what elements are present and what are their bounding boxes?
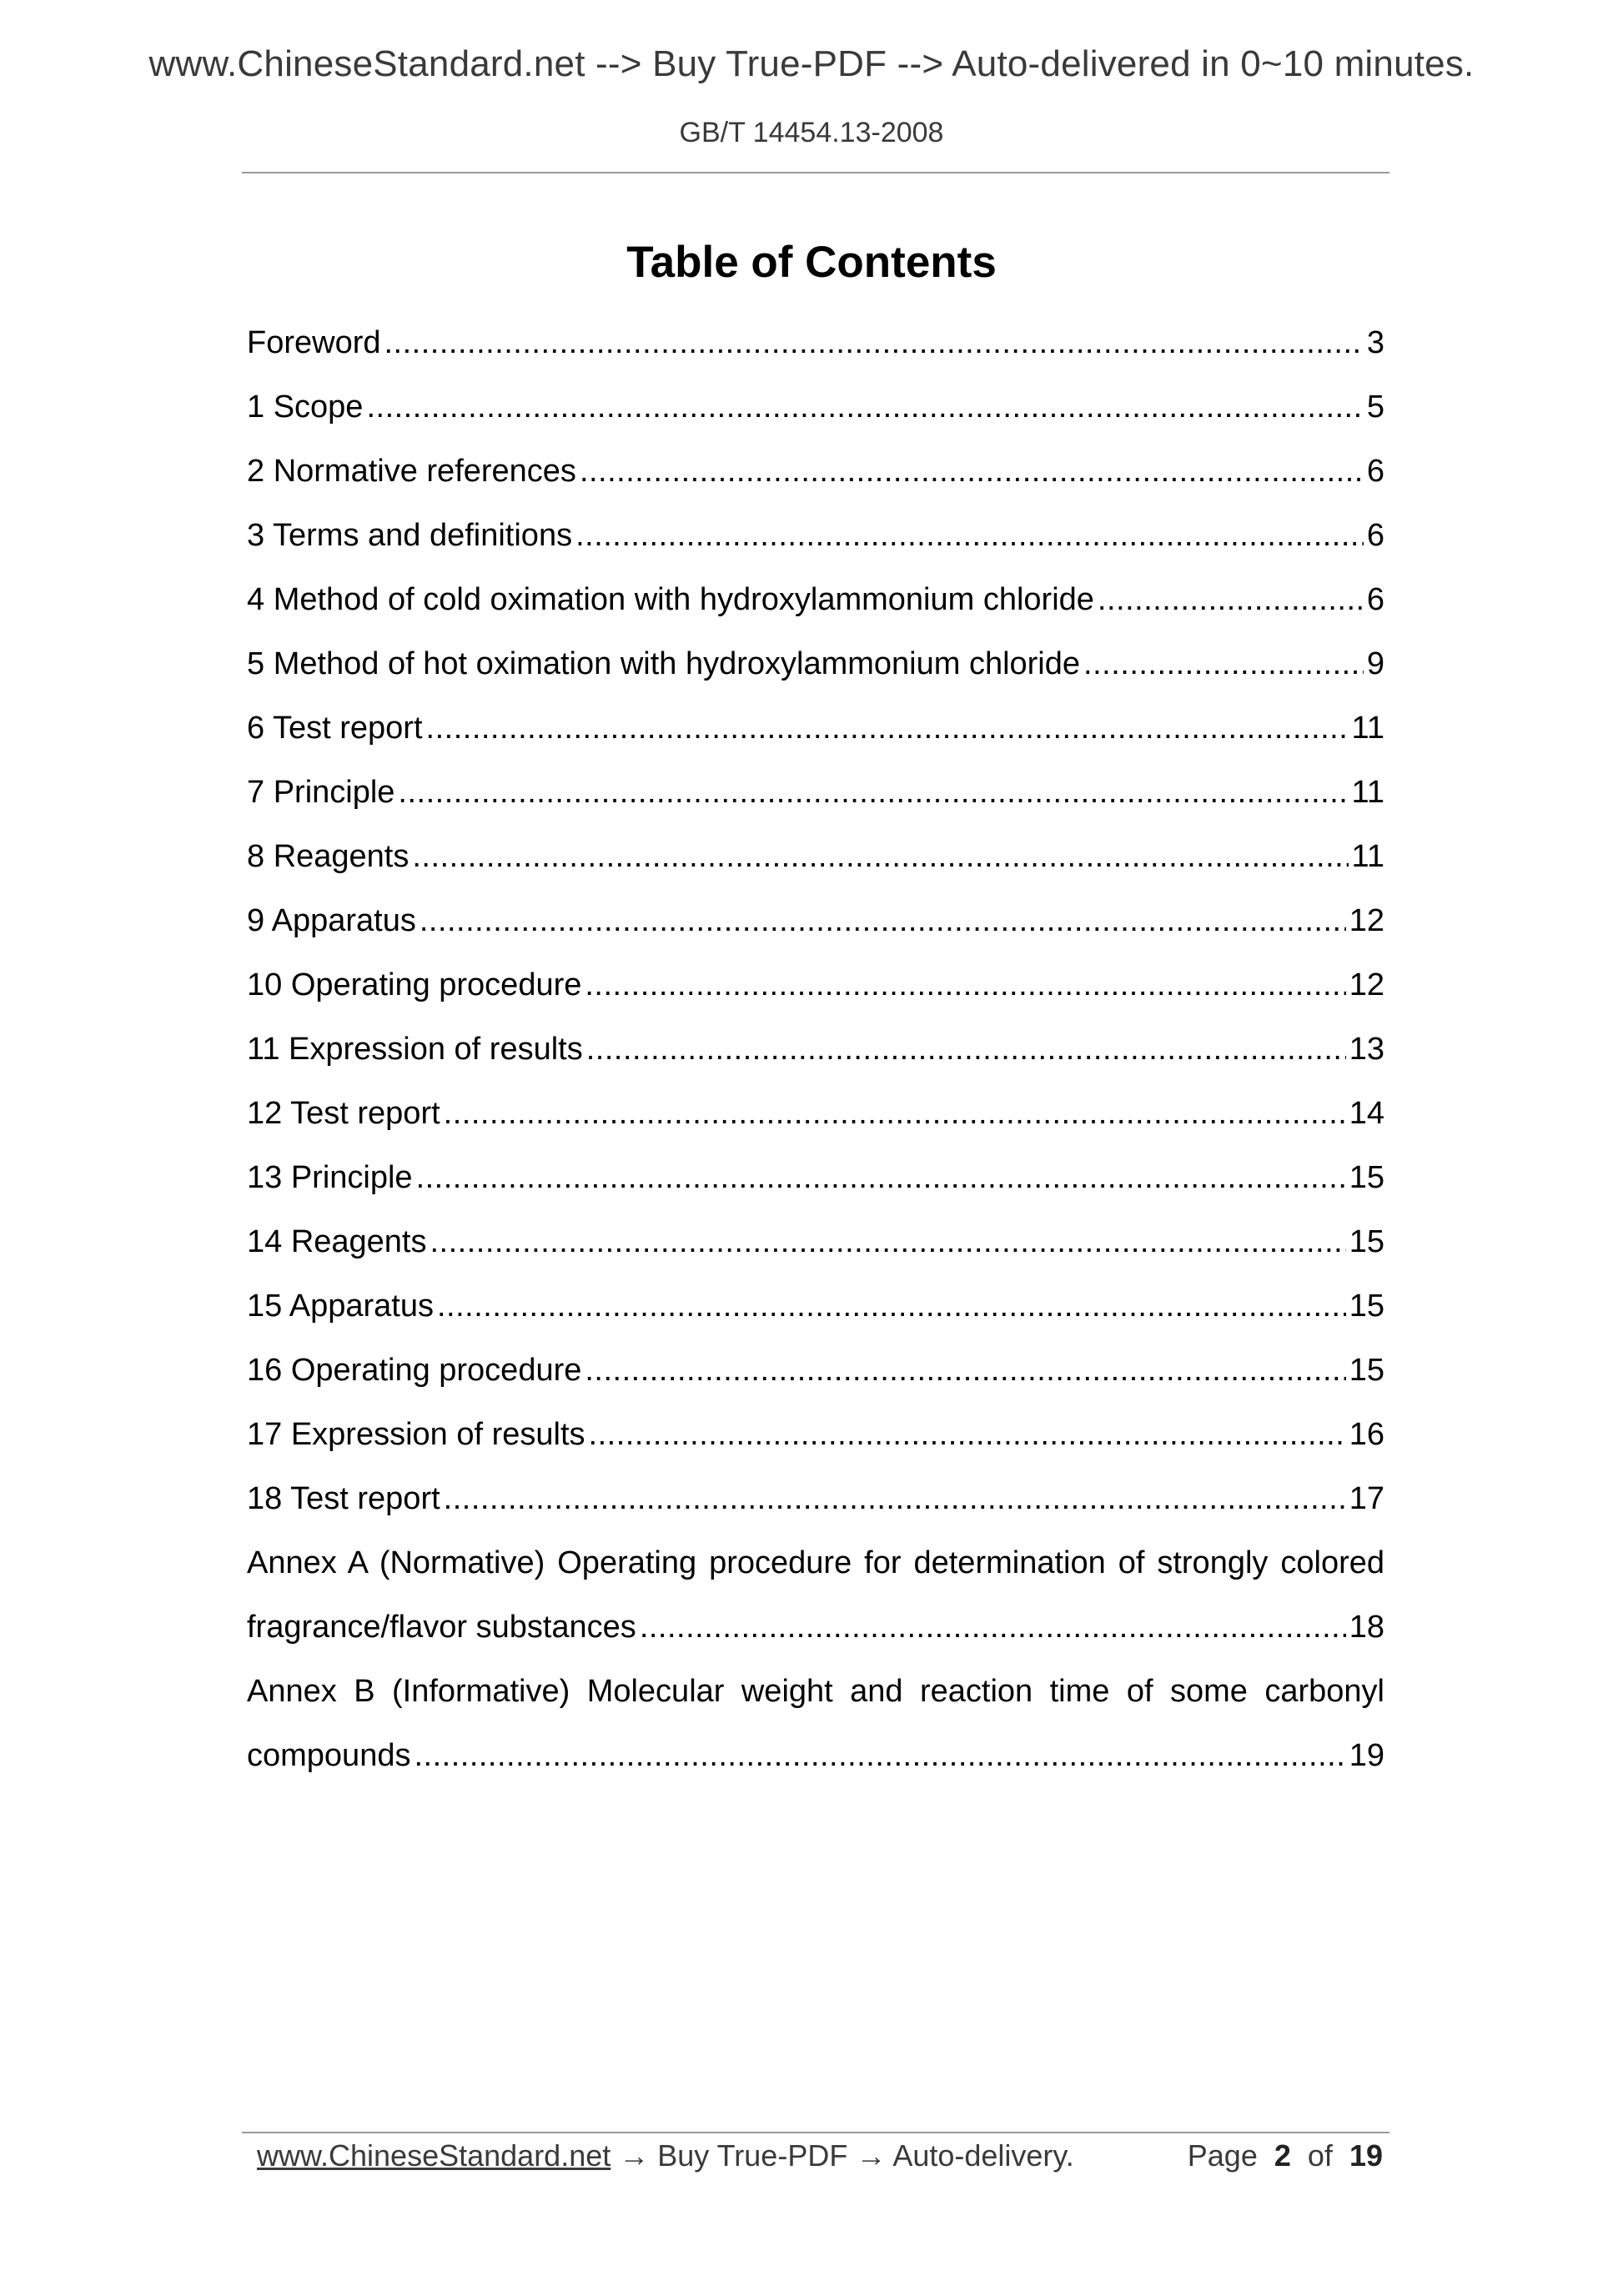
footer-text: → Buy True-PDF → Auto-delivery. bbox=[611, 2138, 1074, 2173]
toc-entry[interactable] bbox=[247, 1280, 1384, 1344]
table-of-contents bbox=[247, 317, 1384, 1794]
header-divider bbox=[242, 172, 1389, 173]
top-banner: www.ChineseStandard.net --> Buy True-PDF --> Auto-delivered in 0~10 minutes. bbox=[148, 43, 1475, 84]
toc-entry[interactable] bbox=[247, 1088, 1384, 1152]
toc-entry-label: Foreword bbox=[247, 325, 381, 360]
toc-entry-label: 10 Operating procedure bbox=[247, 967, 582, 1002]
toc-entry-label: 2 Normative references bbox=[247, 454, 576, 489]
toc-entry-label: 9 Apparatus bbox=[247, 903, 416, 938]
page-counter bbox=[1188, 2135, 1383, 2177]
toc-entry-label: 17 Expression of results bbox=[247, 1417, 585, 1452]
toc-leader bbox=[585, 1344, 1345, 1396]
toc-entry-label: 18 Test report bbox=[247, 1481, 440, 1516]
toc-entry-page: 6 bbox=[1366, 454, 1384, 489]
toc-leader bbox=[580, 445, 1364, 497]
toc-annex-a-line1[interactable]: Annex A (Normative) Operating procedure for determination of strongly colored bbox=[247, 1545, 1384, 1580]
toc-entry[interactable] bbox=[247, 831, 1384, 895]
toc-leader bbox=[398, 766, 1348, 818]
toc-entry-page: 11 bbox=[1351, 839, 1384, 874]
toc-entry-page: 18 bbox=[1349, 1610, 1384, 1645]
page-title: Table of Contents bbox=[626, 238, 997, 287]
toc-entry-page: 3 bbox=[1366, 325, 1384, 360]
toc-entry[interactable] bbox=[247, 895, 1384, 959]
toc-entry-page: 12 bbox=[1349, 967, 1384, 1002]
toc-entry[interactable] bbox=[247, 1152, 1384, 1216]
toc-entry-page: 5 bbox=[1366, 389, 1384, 425]
standard-code: GB/T 14454.13-2008 bbox=[679, 117, 944, 148]
toc-leader bbox=[444, 1473, 1346, 1525]
footer-left bbox=[257, 2135, 1074, 2177]
toc-entry[interactable] bbox=[247, 766, 1384, 831]
toc-leader bbox=[1098, 574, 1364, 625]
toc-entry[interactable] bbox=[247, 445, 1384, 510]
toc-entry-page: 15 bbox=[1349, 1224, 1384, 1259]
toc-entry-label: 12 Test report bbox=[247, 1096, 440, 1131]
toc-entry[interactable] bbox=[247, 1216, 1384, 1280]
toc-leader bbox=[1083, 638, 1364, 690]
toc-entry-page: 19 bbox=[1349, 1738, 1384, 1773]
toc-entry-page: 11 bbox=[1351, 775, 1384, 810]
toc-entry[interactable] bbox=[247, 959, 1384, 1023]
toc-leader bbox=[414, 1730, 1345, 1781]
toc-entry-page: 9 bbox=[1366, 646, 1384, 681]
toc-entry-page: 15 bbox=[1349, 1353, 1384, 1388]
toc-entry-page: 14 bbox=[1349, 1096, 1384, 1131]
toc-leader bbox=[585, 959, 1345, 1011]
toc-leader bbox=[575, 510, 1364, 561]
toc-entry-page: 12 bbox=[1349, 903, 1384, 938]
toc-entry-label: 7 Principle bbox=[247, 775, 395, 810]
toc-entry-label: 8 Reagents bbox=[247, 839, 410, 874]
toc-entry-label: 1 Scope bbox=[247, 389, 364, 425]
toc-annex-a-line2[interactable] bbox=[247, 1601, 1384, 1665]
page-footer bbox=[257, 2135, 1383, 2177]
toc-entry[interactable] bbox=[247, 1473, 1384, 1537]
toc-entry-page: 15 bbox=[1349, 1289, 1384, 1324]
toc-entry-label: 14 Reagents bbox=[247, 1224, 427, 1259]
toc-leader bbox=[366, 381, 1363, 433]
footer-site-link[interactable]: www.ChineseStandard.net bbox=[257, 2138, 611, 2173]
toc-entry-page: 6 bbox=[1366, 582, 1384, 617]
footer-divider bbox=[242, 2132, 1389, 2133]
toc-leader bbox=[430, 1216, 1346, 1268]
page-word: Page bbox=[1187, 2138, 1258, 2173]
toc-entry-label: 6 Test report bbox=[247, 711, 423, 746]
page-current: 2 bbox=[1274, 2138, 1291, 2173]
toc-leader bbox=[420, 895, 1346, 947]
toc-entry-label: 5 Method of hot oximation with hydroxylammonium chloride bbox=[247, 646, 1081, 681]
toc-leader bbox=[384, 317, 1364, 369]
toc-entry[interactable] bbox=[247, 702, 1384, 766]
toc-entry[interactable] bbox=[247, 510, 1384, 574]
toc-leader bbox=[444, 1088, 1346, 1139]
toc-entry[interactable] bbox=[247, 381, 1384, 445]
toc-entry-label: 4 Method of cold oximation with hydroxylammonium chloride bbox=[247, 582, 1094, 617]
toc-annex-b-line2[interactable] bbox=[247, 1730, 1384, 1794]
toc-entry[interactable] bbox=[247, 574, 1384, 638]
toc-entry-label: compounds bbox=[247, 1738, 411, 1773]
toc-entry[interactable] bbox=[247, 1023, 1384, 1088]
toc-entry-page: 6 bbox=[1366, 518, 1384, 553]
toc-entry[interactable] bbox=[247, 1409, 1384, 1473]
toc-leader bbox=[416, 1152, 1346, 1203]
toc-entry[interactable] bbox=[247, 638, 1384, 702]
toc-entry-page: 13 bbox=[1349, 1032, 1384, 1067]
toc-leader bbox=[640, 1601, 1346, 1653]
toc-entry-label: 16 Operating procedure bbox=[247, 1353, 582, 1388]
toc-leader bbox=[586, 1023, 1346, 1075]
toc-annex-b-line1[interactable]: Annex B (Informative) Molecular weight and reaction time of some carbonyl bbox=[247, 1674, 1384, 1709]
toc-leader bbox=[426, 702, 1349, 754]
toc-entry-label: 13 Principle bbox=[247, 1160, 413, 1195]
toc-leader bbox=[437, 1280, 1346, 1332]
toc-entry-page: 17 bbox=[1349, 1481, 1384, 1516]
page-total: 19 bbox=[1349, 2138, 1383, 2173]
toc-entry-label: 15 Apparatus bbox=[247, 1289, 434, 1324]
toc-entry-label: 3 Terms and definitions bbox=[247, 518, 573, 553]
toc-leader bbox=[412, 831, 1348, 882]
toc-entry[interactable] bbox=[247, 1344, 1384, 1409]
toc-entry-page: 11 bbox=[1351, 711, 1384, 746]
toc-entry-label: fragrance/flavor substances bbox=[247, 1610, 636, 1645]
toc-leader bbox=[589, 1409, 1346, 1460]
toc-entry-label: 11 Expression of results bbox=[247, 1032, 583, 1067]
toc-entry-page: 16 bbox=[1349, 1417, 1384, 1452]
of-word: of bbox=[1307, 2138, 1333, 2173]
toc-entry-page: 15 bbox=[1349, 1160, 1384, 1195]
toc-entry[interactable] bbox=[247, 317, 1384, 381]
